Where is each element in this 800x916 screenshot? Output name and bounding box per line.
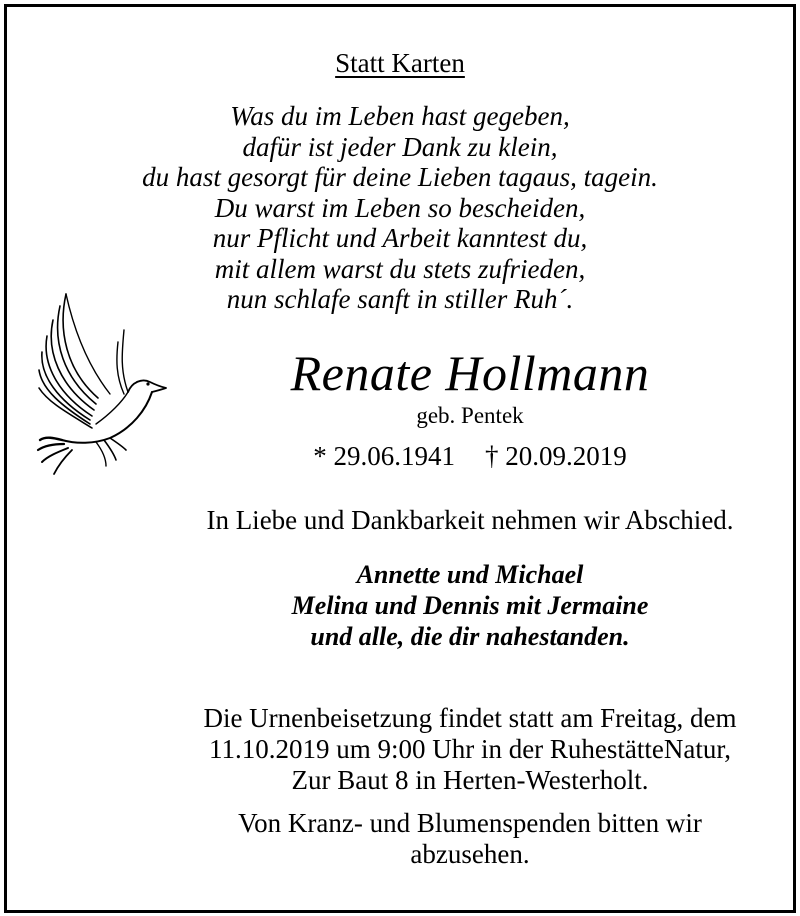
family-line: und alle, die dir nahestanden. bbox=[310, 622, 630, 651]
family-names bbox=[170, 559, 770, 652]
poem-line: Was du im Leben hast gegeben, bbox=[230, 101, 570, 131]
poem-line: nur Pflicht und Arbeit kanntest du, bbox=[212, 223, 588, 253]
flowers-line: abzusehen. bbox=[410, 839, 530, 869]
poem-line: dafür ist jeder Dank zu klein, bbox=[242, 131, 558, 162]
funeral-line: 11.10.2019 um 9:00 Uhr in der RuhestätteNatur, bbox=[208, 734, 732, 764]
funeral-line: Die Urnenbeisetzung findet statt am Freitag, dem bbox=[203, 703, 737, 733]
life-dates bbox=[290, 441, 650, 472]
poem bbox=[0, 101, 800, 315]
dove-icon bbox=[36, 290, 176, 480]
poem-line: du hast gesorgt für deine Lieben tagaus, tagein. bbox=[142, 162, 658, 192]
flowers-line: Von Kranz- und Blumenspenden bitten wir bbox=[238, 808, 702, 838]
funeral-info bbox=[150, 703, 790, 796]
funeral-line: Zur Baut 8 in Herten-Westerholt. bbox=[291, 765, 649, 795]
farewell-text: In Liebe und Dankbarkeit nehmen wir Abschied. bbox=[206, 505, 734, 535]
deceased-name: Renate Hollmann bbox=[290, 345, 650, 401]
birth-date: * 29.06.1941 bbox=[313, 441, 455, 471]
poem-line: nun schlafe sanft in stiller Ruh´. bbox=[226, 284, 574, 314]
flowers-request bbox=[150, 808, 790, 870]
family-line: Melina und Dennis mit Jermaine bbox=[291, 591, 649, 620]
birth-name: geb. Pentek bbox=[416, 403, 524, 428]
family-line: Annette und Michael bbox=[356, 560, 584, 589]
death-date: † 20.09.2019 bbox=[485, 441, 627, 471]
poem-line: mit allem warst du stets zufrieden, bbox=[214, 253, 586, 284]
header-title: Statt Karten bbox=[335, 48, 465, 78]
poem-line: Du warst im Leben so bescheiden, bbox=[214, 192, 586, 223]
